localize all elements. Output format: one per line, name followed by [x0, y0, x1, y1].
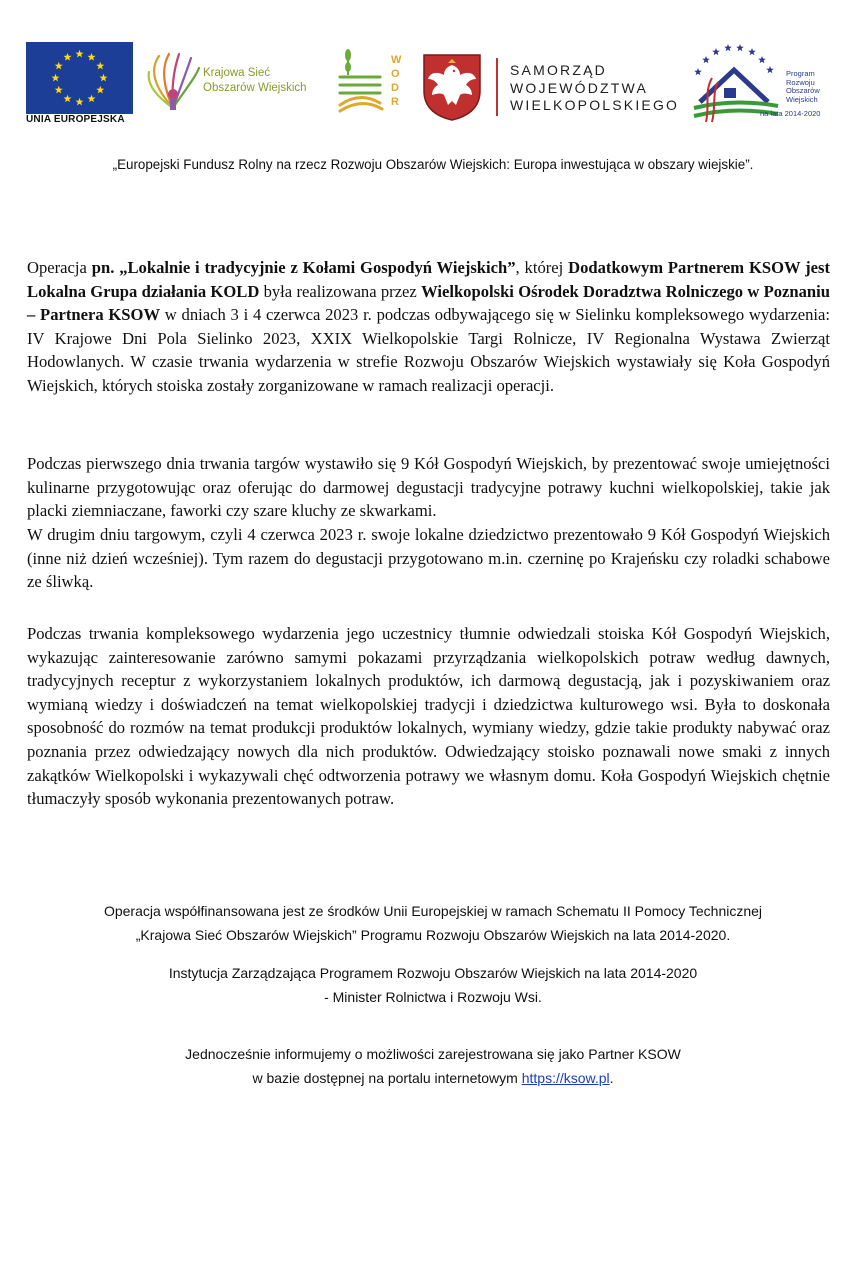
eu-star-icon — [76, 98, 84, 106]
ksow-portal-link[interactable]: https://ksow.pl — [521, 1070, 610, 1086]
paragraph-summary: Podczas trwania kompleksowego wydarzenia jego uczestnicy tłumnie odwiedzali stoiska Kół Gospodyń Wiejskich, wykazując zainteresowanie zarówno samymi pokazami przyrządzania wielkopolskich potraw według dawnych, tradycyjnych receptur z wykorzystaniem lokalnych produktów, ich darmową degustacją, jak i pozyskiwaniem oraz wymianą wiedzy i doświadczeń na temat wielkopolskiej tradycji i dziedzictwa kulturowego wsi. Była to doskonała sposobność do rozmów na temat produkcji produktów lokalnych, wymiany wiedzy, gdzie takie produkty nabywać oraz poznania przez odwiedzający nowych dla nich produktów. Odwiedzający stoisko poznawali nowe smaki z innych zakątków Wielkopolski i wykazywali chęć odtworzenia potrawy we własnym domu. Koła Gospodyń Wiejskich chętnie tłumaczyły sposób wykonania prezentowanych potraw. — [27, 624, 830, 809]
prow-star-icon — [758, 56, 766, 63]
ksow-logo-line: Krajowa Sieć — [203, 67, 271, 79]
cofinancing-line: Operacja współfinansowana jest ze środków Unii Europejskiej w ramach Schematu II Pomocy Technicznej — [103, 903, 763, 919]
prow-star-icon — [736, 44, 744, 51]
ksow-logo-line: Obszarów Wiejskich — [203, 82, 307, 94]
registration-text: . — [609, 1070, 614, 1086]
text-run: , której — [515, 258, 569, 277]
eu-star-icon — [55, 86, 63, 94]
registration-note — [0, 1042, 866, 1090]
eagle-crest-icon — [422, 53, 482, 121]
wodr-logo — [336, 47, 406, 115]
eu-star-icon — [100, 74, 108, 82]
managing-authority-line: Instytucja Zarządzająca Programem Rozwoju Obszarów Wiejskich na lata 2014-2020 — [168, 965, 698, 981]
fund-statement: „Europejski Fundusz Rolny na rzecz Rozwoju Obszarów Wiejskich: Europa inwestująca w obszary wiejskie”. — [112, 157, 754, 172]
eu-star-icon — [64, 53, 72, 61]
cofinancing-note — [0, 899, 866, 947]
prow-line: Wiejskich — [786, 94, 818, 104]
wodr-letter: R — [391, 96, 399, 108]
partner-name: Dodatkowym Partnerem KSOW jest Lokalna Grupa działania KOLD — [27, 258, 830, 301]
cofinancing-line: „Krajowa Sieć Obszarów Wiejskich” Programu Rozwoju Obszarów Wiejskich na lata 2014-2020. — [135, 927, 731, 943]
wodr-letter: W — [391, 54, 402, 66]
samorzad-line: SAMORZĄD — [510, 62, 607, 78]
paragraph-intro — [27, 256, 830, 398]
text-run: była realizowana przez — [259, 281, 422, 301]
ksow-logo-text — [203, 66, 307, 96]
paragraph-day-two: W drugim dniu targowym, czyli 4 czerwca 2023 r. swoje lokalne dziedzictwo prezentowało 9 Kół Gospodyń Wiejskich (inne niż dzień wcześniej). Tym razem do degustacji przygotowano m.in. czerninę po Krajeńsku czy roladki schabowe ze śliwką. — [27, 525, 830, 592]
ksow-logo — [145, 48, 325, 112]
samorzad-line: WIELKOPOLSKIEGO — [510, 97, 680, 113]
prow-star-icon — [694, 68, 702, 75]
wodr-letter: O — [391, 68, 400, 80]
eu-star-icon — [55, 62, 63, 70]
registration-line — [0, 1066, 866, 1090]
prow-logo-text — [786, 70, 820, 104]
managing-authority-note — [0, 961, 866, 1009]
eu-star-icon — [96, 62, 104, 70]
eu-star-icon — [64, 95, 72, 103]
operation-name: pn. „Lokalnie i tradycyjnie z Kołami Gospodyń Wiejskich” — [91, 258, 516, 277]
eu-star-icon — [96, 86, 104, 94]
prow-star-icon — [748, 48, 756, 55]
samorzad-logo-text — [510, 62, 679, 115]
eu-caption: UNIA EUROPEJSKA — [26, 114, 125, 125]
eu-stars-icon — [26, 42, 133, 114]
samorzad-line: WOJEWÓDZTWA — [510, 79, 648, 96]
eu-star-icon — [88, 53, 96, 61]
eu-star-icon — [52, 74, 60, 82]
prow-line: Rozwoju — [786, 77, 815, 87]
registration-text: w bazie dostępnej na portalu internetowym — [252, 1070, 522, 1086]
eu-star-icon — [88, 95, 96, 103]
prow-years: na lata 2014-2020 — [760, 109, 821, 118]
prow-star-icon — [766, 66, 774, 73]
crest-divider — [496, 58, 498, 116]
text-run: Operacja — [27, 258, 92, 277]
prow-logo — [686, 42, 836, 126]
logo-strip — [0, 0, 866, 140]
paragraph-day-one: Podczas pierwszego dnia trwania targów wystawiło się 9 Kół Gospodyń Wiejskich, by prezentować swoje umiejętności kulinarne przygotowując oraz oferując do darmowej degustacji tradycyjne potrawy kuchni wielkopolskiej, takie jak placki ziemniaczane, faworki czy szare kluchy ze skwarkami. — [27, 454, 830, 521]
wodr-wheat-icon — [336, 47, 406, 115]
wielkopolska-crest-logo — [422, 53, 482, 121]
prow-star-icon — [712, 48, 720, 55]
organizer-name: Wielkopolski Ośrodek Doradztwa Rolniczego w Poznaniu – Partnera KSOW — [27, 281, 831, 325]
managing-authority-line: - Minister Rolnictwa i Rozwoju Wsi. — [324, 989, 542, 1005]
wodr-letter: D — [391, 82, 399, 94]
ksow-flower-icon — [145, 48, 201, 112]
prow-line: Program — [786, 69, 815, 78]
text-run: w dniach 3 i 4 czerwca 2023 r. podczas odbywającego się w Sielinku kompleksowego wydarzenia: IV Krajowe Dni Pola Sielinko 2023, XXIX Wielkopolskie Targi Rolnicze, IV Regionalna Wystawa Zwierząt Hodowlanych. W czasie trwania wydarzenia w strefie Rozwoju Obszarów Wiejskich wystawiały się Koła Gospodyń Wiejskich, których stoiska zostały zorganizowane w ramach realizacji operacji. — [27, 305, 830, 395]
prow-star-icon — [702, 56, 710, 63]
prow-line: Obszarów — [786, 86, 820, 95]
registration-line: Jednocześnie informujemy o możliwości zarejestrowana się jako Partner KSOW — [185, 1046, 681, 1062]
prow-star-icon — [724, 44, 732, 51]
eu-flag-logo — [26, 42, 133, 114]
eu-star-icon — [76, 50, 84, 58]
